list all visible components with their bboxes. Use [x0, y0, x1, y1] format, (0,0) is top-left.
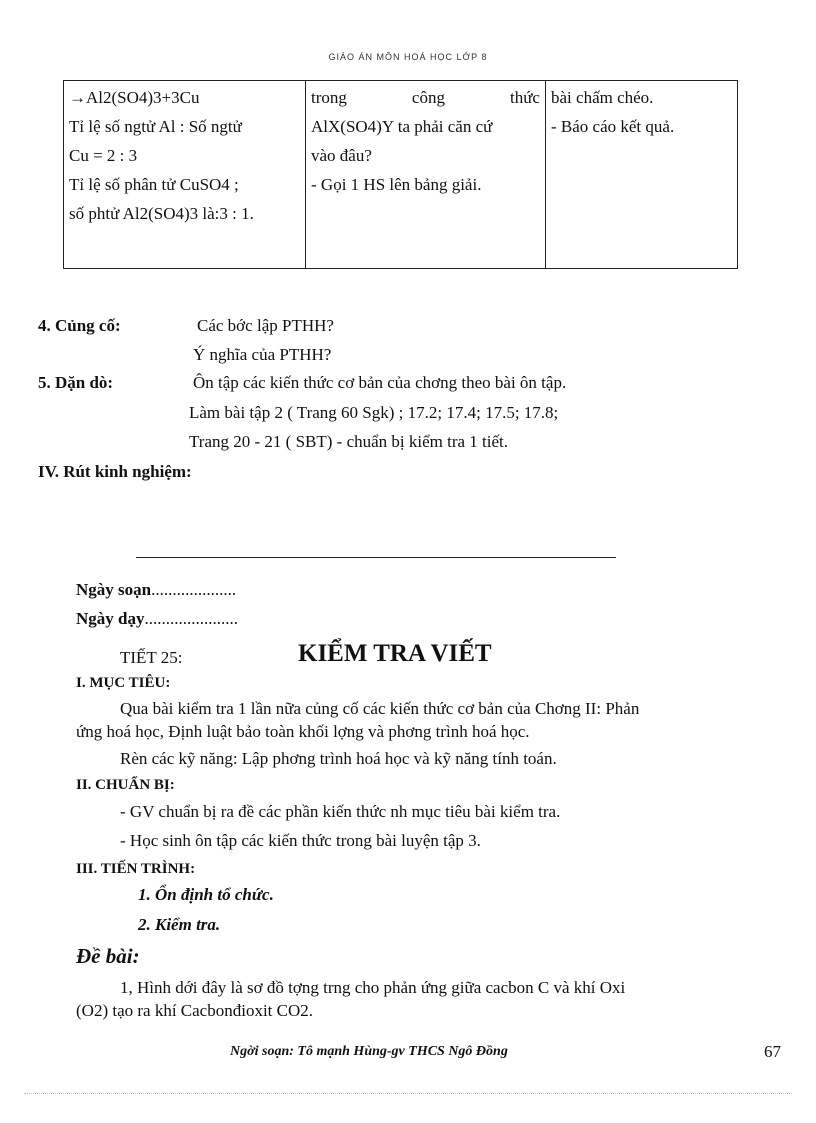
justified-line — [311, 83, 540, 112]
ratio-line: Tỉ lệ số ngtử Al : Số ngtử — [69, 117, 242, 136]
tien-trinh-heading: III. TIẾN TRÌNH: — [76, 861, 196, 877]
tien-trinh-item: 2. Kiểm tra. — [138, 915, 221, 934]
ratio-line: số phtử Al2(SO4)3 là:3 : 1. — [69, 204, 254, 223]
footer-author: Ngời soạn: Tô mạnh Hùng-gv THCS Ngô Đồng — [230, 1044, 508, 1059]
de-bai-question-1a: 1, Hình dới đây là sơ đồ tợng trng cho phản ứng giữa cacbon C và khí Oxi — [120, 978, 626, 997]
muc-tieu-para-1b: ứng hoá học, Định luật bảo toàn khối lợng và phơng trình hoá học. — [76, 722, 530, 741]
page-number: 67 — [764, 1042, 781, 1061]
ngay-soan-label: Ngày soạn — [76, 580, 152, 599]
section-4-line: Các bớc lập PTHH? — [197, 316, 334, 335]
word: trong — [311, 88, 347, 107]
text-line: AlX(SO4)Y ta phải căn cứ — [311, 117, 493, 136]
table-cell-student-activity — [64, 81, 306, 269]
page-header: GIÁO ÁN MÔN HOÁ HỌC LỚP 8 — [328, 52, 488, 62]
table-cell-teacher-activity — [306, 81, 546, 269]
lesson-table — [63, 80, 738, 269]
section-iv-label: IV. Rút kinh nghiệm: — [38, 462, 192, 481]
lesson-number: TIẾT 25: — [120, 648, 183, 667]
table-cell-notes — [546, 81, 738, 269]
muc-tieu-para-2: Rèn các kỹ năng: Lập phơng trình hoá học và kỹ năng tính toán. — [120, 749, 557, 768]
ratio-line: Cu = 2 : 3 — [69, 146, 138, 165]
page-bottom-border — [24, 1093, 792, 1094]
muc-tieu-para-1a: Qua bài kiểm tra 1 lần nữa củng cố các kiến thức cơ bản của Chơng II: Phản — [120, 699, 640, 718]
lesson-title: KIỂM TRA VIẾT — [298, 640, 492, 667]
word: công — [411, 88, 445, 107]
text-line: vào đâu? — [311, 146, 372, 165]
text-line: - Báo cáo kết quả. — [551, 117, 675, 136]
chuan-bi-item: - GV chuẩn bị ra đề các phần kiến thức nh mục tiêu bài kiểm tra. — [120, 802, 561, 821]
ngay-day-line — [76, 609, 238, 629]
ngay-day-dots: ...................... — [144, 609, 238, 628]
word: thức — [510, 88, 540, 107]
ngay-soan-dots: .................... — [151, 580, 237, 599]
de-bai-heading: Đề bài: — [76, 944, 140, 968]
ngay-day-label: Ngày dạy — [76, 609, 145, 628]
section-5-label: 5. Dặn dò: — [38, 373, 114, 392]
chuan-bi-item: - Học sinh ôn tập các kiến thức trong bài luyện tập 3. — [120, 831, 481, 850]
text-line: bài chấm chéo. — [551, 88, 654, 107]
ratio-line: Tỉ lệ số phân tử CuSO4 ; — [69, 175, 239, 194]
ngay-soan-line — [76, 580, 236, 600]
de-bai-question-1b: (O2) tạo ra khí Cacbonđioxit CO2. — [76, 1001, 314, 1020]
table-row — [64, 81, 738, 269]
muc-tieu-heading: I. MỤC TIÊU: — [76, 675, 171, 691]
chuan-bi-heading: II. CHUẨN BỊ: — [76, 777, 175, 793]
section-5-line: Trang 20 - 21 ( SBT) - chuẩn bị kiểm tra 1 tiết. — [189, 432, 509, 451]
text-line: - Gọi 1 HS lên bảng giải. — [311, 175, 482, 194]
tien-trinh-item: 1. Ổn định tổ chức. — [138, 885, 274, 904]
section-4-label: 4. Củng cố: — [38, 316, 121, 335]
section-divider — [136, 557, 616, 558]
equation-line: →Al2(SO4)3+3Cu — [69, 88, 200, 107]
section-5-line: Làm bài tập 2 ( Trang 60 Sgk) ; 17.2; 17.4; 17.5; 17.8; — [189, 403, 559, 422]
section-4-line: Ý nghĩa của PTHH? — [193, 345, 332, 364]
section-5-line: Ôn tập các kiến thức cơ bản của chơng theo bài ôn tập. — [193, 373, 567, 392]
